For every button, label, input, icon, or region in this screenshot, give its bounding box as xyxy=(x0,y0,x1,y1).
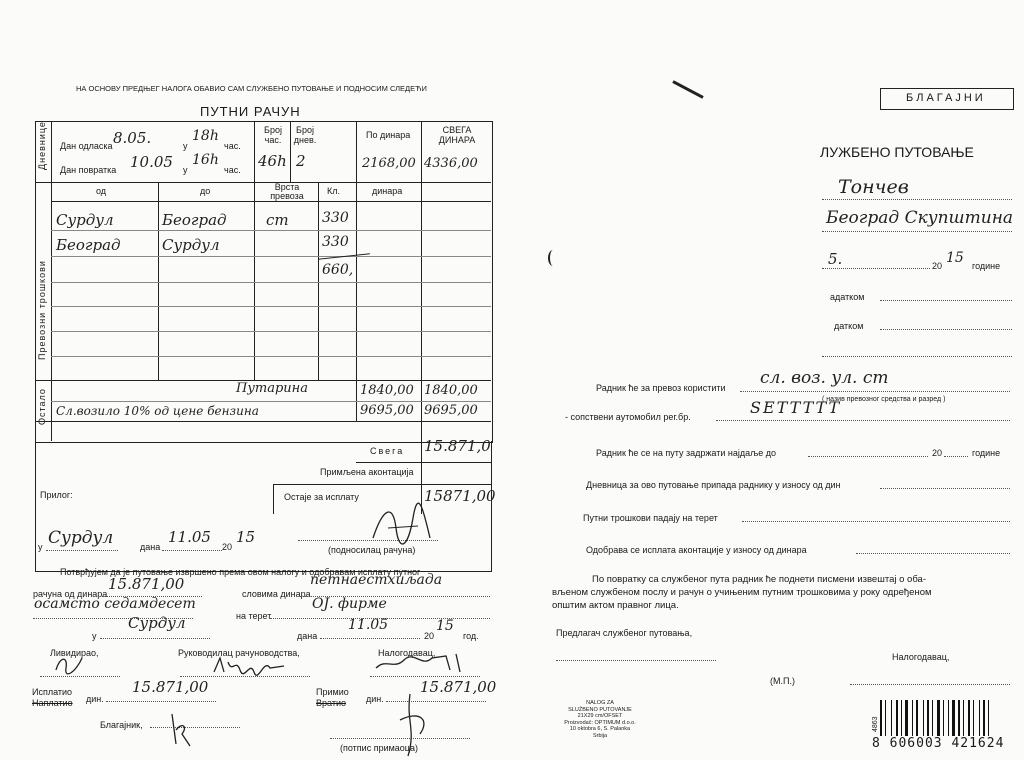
row2-od: Београд xyxy=(56,236,121,254)
svega-value: 15.871,0 xyxy=(424,437,491,455)
barcode-bar xyxy=(905,700,908,736)
barcode-bar xyxy=(943,700,944,736)
row1-do: Београд xyxy=(162,211,227,229)
povratak-text-3: општим актом правног лица. xyxy=(552,600,679,611)
publisher-line-5: 10 oktobra 6, S. Palanka xyxy=(569,726,631,732)
barcode-bar xyxy=(956,700,957,736)
publisher-line-6: Srbija xyxy=(592,732,608,739)
povratak-text-2: вљеном службеном послу и рачун о учињеним путним трошковима у року одређеном xyxy=(552,587,932,598)
year-prefix-2: 20 xyxy=(424,631,435,641)
nalogodavac-label-left: Налогодавац, xyxy=(378,648,436,658)
barcode-bar xyxy=(948,700,949,736)
dan-povratka-label: Дан повратка xyxy=(60,165,117,175)
mp-label: (М.П.) xyxy=(770,676,795,686)
barcode-bar xyxy=(950,700,951,736)
racun-od-value: 15.871,00 xyxy=(108,575,185,593)
barcode-bar xyxy=(941,700,942,736)
prevoz-hint: ( назив превозног средства и разред ) xyxy=(822,396,946,403)
ostalo-row1-total: 1840,00 xyxy=(424,383,478,398)
dana-label-2: дана xyxy=(297,631,318,641)
barcode-bar xyxy=(968,700,970,736)
barcode-bar xyxy=(903,700,904,736)
barcode-bar xyxy=(937,700,940,736)
broj-cas-value: 46h xyxy=(258,152,287,170)
barcode-bar xyxy=(945,700,947,736)
ostalo-row1-text: Путарина xyxy=(236,381,308,396)
year-suffix-2: 15 xyxy=(436,618,454,634)
row1-vrsta: ст xyxy=(266,211,289,229)
barcode-bar xyxy=(899,700,900,736)
dan-povratka-time: 16h xyxy=(192,152,219,168)
slovima-value-2: осамсто седамдесет xyxy=(34,596,196,612)
barcode-bar xyxy=(887,700,890,736)
barcode-bar xyxy=(965,700,967,736)
fold-mark xyxy=(672,80,703,99)
year-suffix-right: 15 xyxy=(946,250,964,266)
barcode-bar xyxy=(927,700,929,736)
podnosilac-label: (подносилац рачуна) xyxy=(328,545,416,555)
barcode-bar xyxy=(885,700,886,736)
blagajni-label: БЛАГАЈНИ xyxy=(906,92,986,104)
zadrzati-label: Радник ће се на путу задржати најдаље до xyxy=(596,448,777,458)
side-label-ostalo: Остало xyxy=(37,388,47,425)
primio-label: Примио xyxy=(316,687,349,697)
dan-odlaska-date: 8.05. xyxy=(113,129,152,147)
barcode-number: 8 606003 421624 xyxy=(872,736,1005,751)
sig-date-value: 11.05 xyxy=(168,528,211,546)
barcode-bar xyxy=(983,700,985,736)
row2-kl: 330 xyxy=(322,234,349,250)
signature-podnosilac xyxy=(368,498,438,553)
dan-odlaska-time: 18h xyxy=(192,128,219,144)
troskovi-label: Путни трошкови падају на терет xyxy=(583,513,718,523)
barcode-bar xyxy=(988,700,989,736)
zadrzati-year: 20 xyxy=(932,448,943,458)
barcode-bar xyxy=(901,700,902,736)
broj-dnev-label: Број днев. xyxy=(293,125,317,145)
form-code: 4863 xyxy=(872,716,879,732)
prevoz-value: сл. воз. ул. ст xyxy=(760,368,889,388)
zadatkom2-label: датком xyxy=(834,321,864,331)
din-label-1: дин. xyxy=(86,694,104,704)
zadatkom-label: адатком xyxy=(830,292,865,302)
transport-total: 660, xyxy=(322,262,354,278)
year-prefix-right: 20 xyxy=(932,261,943,271)
svega-dinara-label: СВЕГА ДИНАРА xyxy=(438,125,476,145)
barcode-bar xyxy=(961,700,962,736)
slovima-label: словима динара xyxy=(242,589,311,599)
u-label-4: у xyxy=(92,631,97,641)
sig-date-value-2: 11.05 xyxy=(348,617,389,633)
signature-nalogodavac-left xyxy=(372,650,472,678)
po-dinara-value: 2168,00 xyxy=(362,156,416,171)
row1-kl: 330 xyxy=(322,210,349,226)
rukovodilac-label: Руководилац рачуноводства, xyxy=(178,648,300,658)
u-label-1: у xyxy=(183,141,188,151)
col-od: од xyxy=(96,186,107,196)
racun-od-label: рачуна од динара xyxy=(33,589,108,599)
year-suffix-1: 15 xyxy=(236,528,256,546)
punch-hole-1 xyxy=(548,250,558,266)
sopstveni-label: - сопствени аутомобил рег.бр. xyxy=(565,412,691,422)
svega-dinara-value: 4336,00 xyxy=(424,156,478,171)
naplatio-label: Наплатио xyxy=(32,698,73,708)
isplatio-value: 15.871,00 xyxy=(132,678,209,696)
dnevnica-label: Дневница за ово путовање припада раднику у износу од дин xyxy=(586,480,841,490)
predlagac-label: Предлагач службеног путовања, xyxy=(556,628,693,638)
ostalo-row2-amount: 9695,00 xyxy=(360,403,414,418)
barcode-bar xyxy=(909,700,911,736)
barcode-bar xyxy=(930,700,931,736)
barcode-bar xyxy=(981,700,982,736)
barcode-bar xyxy=(986,700,987,736)
name-value: Тончев xyxy=(838,176,909,198)
barcode-bar xyxy=(975,700,978,736)
primio-value: 15.871,00 xyxy=(420,678,497,696)
akontacija-label: Одобрава се исплата аконтације у износу од динара xyxy=(586,545,807,555)
publisher-line-4: Proizvodač: OPTIMUM d.o.o. xyxy=(564,719,636,726)
u-label-2: у xyxy=(183,165,188,175)
barcode-bar xyxy=(914,700,915,736)
ostalo-row1-amount: 1840,00 xyxy=(360,383,414,398)
signature-primio xyxy=(380,690,450,760)
svega-label: Свега xyxy=(370,446,405,456)
vratio-label: Вратио xyxy=(316,698,346,708)
signature-likvidirao xyxy=(52,652,92,676)
primljena-label: Примљена аконтација xyxy=(320,467,414,477)
prilog-label: Прилог: xyxy=(40,490,73,500)
na-teret-label: на терет xyxy=(236,611,272,621)
na-teret-value: ОЈ. фирме xyxy=(312,596,387,612)
dana-label-1: дана xyxy=(140,542,161,552)
publisher-info xyxy=(560,700,640,739)
ostalo-row2-total: 9695,00 xyxy=(424,403,478,418)
likvidirao-label: Ливидирао, xyxy=(50,648,99,658)
sopstveni-value: SETTTTT xyxy=(750,398,842,417)
col-vrsta: Врста превоза xyxy=(270,182,304,201)
barcode-bar xyxy=(896,700,898,736)
cas-label-1: час. xyxy=(224,141,241,151)
barcode-bar xyxy=(932,700,933,736)
barcode-bar xyxy=(912,700,913,736)
dan-povratka-date: 10.05 xyxy=(130,153,173,171)
ostalo-row2-text: Сл.возило 10% од цене бензина xyxy=(56,404,259,418)
barcode xyxy=(880,700,1020,736)
side-label-prevozni: Превозни трошкови xyxy=(37,260,47,360)
destination-value: Београд Скупштина xyxy=(826,208,1014,228)
potpis-label: (потпис примаоца) xyxy=(340,743,418,753)
barcode-bar xyxy=(952,700,955,736)
col-do: до xyxy=(200,186,211,196)
barcode-bar xyxy=(919,700,922,736)
right-title: ЛУЖБЕНО ПУТОВАЊЕ xyxy=(820,144,974,160)
ostaje-value: 15871,00 xyxy=(424,487,496,505)
godine-label-2: године xyxy=(972,448,1001,458)
publisher-line-1: NALOG ZA xyxy=(586,700,614,706)
po-dinara-label: По динара xyxy=(366,130,411,140)
barcode-bar xyxy=(916,700,918,736)
din-label-2: дин. xyxy=(366,694,384,704)
nalogodavac-label-right: Налогодавац, xyxy=(892,652,950,662)
col-kl: Кл. xyxy=(327,186,340,196)
barcode-bar xyxy=(883,700,884,736)
potvrdjujem-text: Потврђујем да је путовање извршено према овом налогу и одобравам исплату путног xyxy=(60,567,421,577)
u-label-3: у xyxy=(38,542,43,552)
barcode-bar xyxy=(971,700,972,736)
isplatio-label: Исплатио xyxy=(32,687,73,697)
barcode-bar xyxy=(973,700,974,736)
mesto-value-2: Сурдул xyxy=(128,614,186,632)
top-note: НА ОСНОВУ ПРЕДЊЕГ НАЛОГА ОБАВИО САМ СЛУЖБЕНО ПУТОВАЊЕ И ПОДНОСИМ СЛЕДЕЋИ xyxy=(76,84,427,93)
dan-odlaska-label: Дан одласка xyxy=(60,141,113,151)
barcode-bar xyxy=(923,700,924,736)
barcode-bar xyxy=(990,700,992,736)
povratak-text-1: По повратку са службеног пута радник ће поднети писмени извештај о оба- xyxy=(592,574,926,585)
form-title: ПУТНИ РАЧУН xyxy=(200,104,301,119)
barcode-bar xyxy=(893,700,895,736)
ostaje-label: Остаје за исплату xyxy=(284,492,359,502)
prevoz-label: Радник ће за превоз користити xyxy=(596,383,726,393)
row2-do: Сурдул xyxy=(162,236,220,254)
slovima-value-1: петнаестхиљада xyxy=(310,572,443,588)
broj-cas-label: Број час. xyxy=(264,125,282,145)
broj-dnev-value: 2 xyxy=(296,152,306,170)
barcode-bar xyxy=(934,700,936,736)
mesto-value: Сурдул xyxy=(48,528,114,548)
side-label-dnevnice: Дневнице xyxy=(37,121,47,170)
godine-label-1: године xyxy=(972,261,1001,271)
barcode-bar xyxy=(925,700,926,736)
signature-blagajnik xyxy=(166,710,196,750)
blagajnik-label: Благајник, xyxy=(100,720,143,730)
barcode-bar xyxy=(891,700,892,736)
god-label: год. xyxy=(463,631,479,641)
barcode-bar xyxy=(958,700,960,736)
barcode-bar xyxy=(880,700,882,736)
date-value-right: 5. xyxy=(828,250,843,268)
col-dinara: динара xyxy=(372,186,403,196)
barcode-bar xyxy=(963,700,964,736)
cas-label-2: час. xyxy=(224,165,241,175)
publisher-line-2: SLUŽBENO PUTOVANJE xyxy=(568,706,632,713)
publisher-line-3: 21X29 cm/OFSET xyxy=(577,713,623,719)
signature-rukovodilac xyxy=(210,654,290,678)
year-prefix-1: 20 xyxy=(222,542,233,552)
barcode-bar xyxy=(979,700,980,736)
row1-od: Сурдул xyxy=(56,211,114,229)
